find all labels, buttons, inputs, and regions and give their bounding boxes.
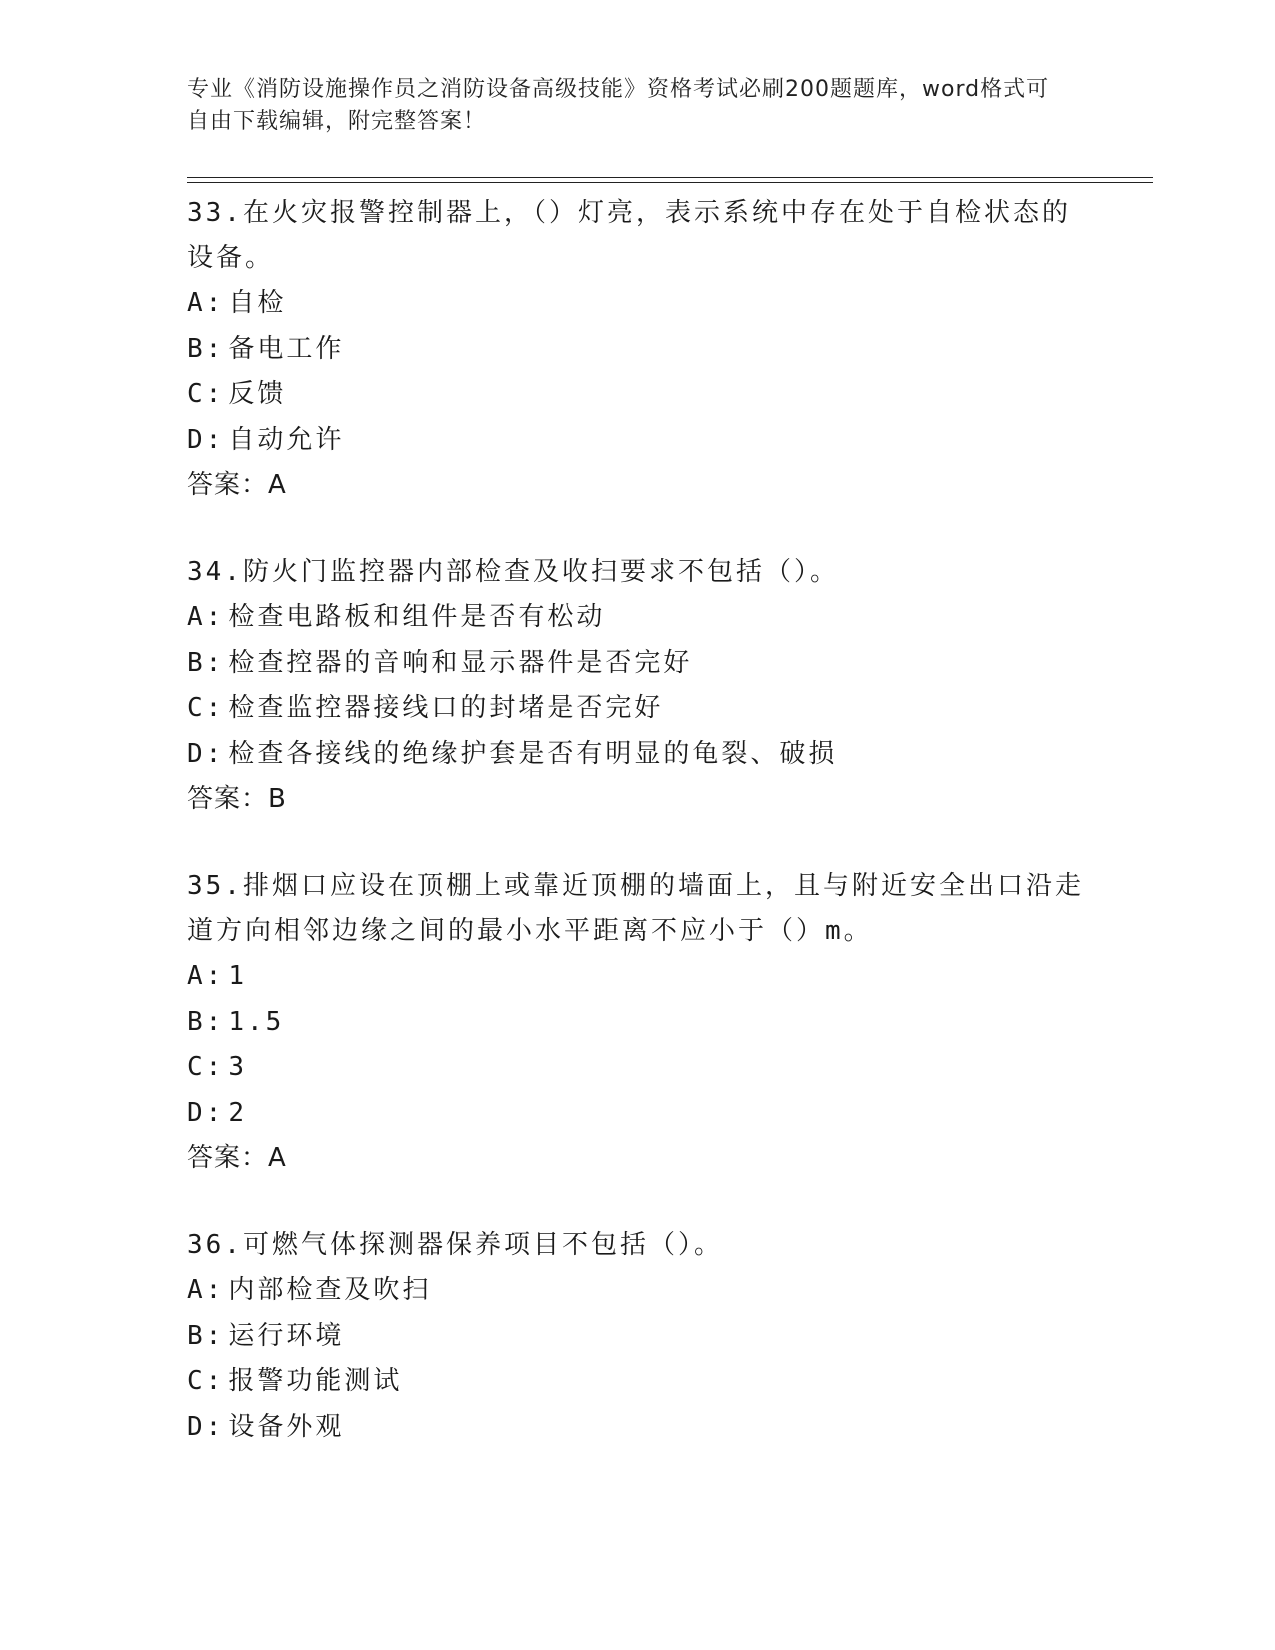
option-text: 反馈 bbox=[228, 379, 287, 409]
option-letter: B: bbox=[187, 647, 225, 678]
option-text: 备电工作 bbox=[228, 333, 345, 364]
option-letter: B: bbox=[187, 333, 225, 364]
answer-line bbox=[187, 463, 1087, 508]
option-d bbox=[187, 1405, 1087, 1451]
option-text: 自检 bbox=[228, 288, 287, 318]
option-letter: C: bbox=[187, 1052, 225, 1082]
option-a bbox=[187, 954, 1087, 1000]
option-a bbox=[187, 1268, 1087, 1314]
option-b bbox=[187, 327, 1087, 373]
option-text: 设备外观 bbox=[228, 1411, 345, 1442]
option-c bbox=[187, 372, 1087, 418]
question-36 bbox=[187, 1223, 1087, 1450]
option-b bbox=[187, 641, 1087, 687]
option-letter: A: bbox=[187, 961, 225, 991]
question-35 bbox=[187, 864, 1087, 1181]
option-text: 运行环境 bbox=[228, 1320, 345, 1351]
question-list bbox=[187, 191, 1087, 1492]
option-letter: B: bbox=[187, 1006, 225, 1037]
question-text: 35.排烟口应设在顶棚上或靠近顶棚的墙面上，且与附近安全出口沿走道方向相邻边缘之间的最小水平距离不应小于（）m。 bbox=[187, 871, 1084, 946]
option-letter: C: bbox=[187, 1366, 225, 1396]
option-d bbox=[187, 418, 1087, 464]
question-text: 34.防火门监控器内部检查及收扫要求不包括（）。 bbox=[187, 557, 839, 587]
option-text: 1 bbox=[228, 961, 247, 991]
option-text: 内部检查及吹扫 bbox=[228, 1275, 432, 1305]
option-letter: A: bbox=[187, 288, 225, 318]
option-text: 检查监控器接线口的封堵是否完好 bbox=[228, 693, 664, 723]
answer-label: 答案： bbox=[187, 784, 269, 814]
option-text: 报警功能测试 bbox=[228, 1366, 403, 1396]
option-letter: D: bbox=[187, 1411, 225, 1442]
option-letter: A: bbox=[187, 602, 225, 632]
option-text: 3 bbox=[228, 1052, 247, 1082]
question-33 bbox=[187, 191, 1087, 508]
option-letter: D: bbox=[187, 424, 225, 455]
option-c bbox=[187, 1359, 1087, 1405]
question-text: 36.可燃气体探测器保养项目不包括（）。 bbox=[187, 1230, 723, 1260]
option-text: 自动允许 bbox=[228, 424, 345, 455]
option-text: 1.5 bbox=[228, 1006, 285, 1037]
answer-value: A bbox=[268, 1143, 287, 1173]
option-letter: C: bbox=[187, 379, 225, 409]
question-text: 33.在火灾报警控制器上，（）灯亮，表示系统中存在处于自检状态的设备。 bbox=[187, 198, 1071, 273]
answer-line bbox=[187, 1136, 1087, 1181]
option-text: 检查控器的音响和显示器件是否完好 bbox=[228, 647, 693, 678]
option-a bbox=[187, 595, 1087, 641]
option-b bbox=[187, 1314, 1087, 1360]
option-text: 检查电路板和组件是否有松动 bbox=[228, 602, 606, 632]
option-letter: B: bbox=[187, 1320, 225, 1351]
header-rule-bottom bbox=[187, 182, 1153, 183]
question-34 bbox=[187, 550, 1087, 822]
document-header: 专业《消防设施操作员之消防设备高级技能》资格考试必刷200题题库，word格式可自由下载编辑，附完整答案！ bbox=[187, 77, 1050, 134]
option-letter: D: bbox=[187, 1097, 225, 1128]
option-d bbox=[187, 1091, 1087, 1137]
option-text: 检查各接线的绝缘护套是否有明显的龟裂、破损 bbox=[228, 738, 838, 769]
answer-value: A bbox=[268, 470, 287, 500]
answer-line bbox=[187, 777, 1087, 822]
option-c bbox=[187, 1045, 1087, 1091]
option-text: 2 bbox=[228, 1097, 247, 1128]
option-d bbox=[187, 732, 1087, 778]
option-a bbox=[187, 281, 1087, 327]
header-rule-top bbox=[187, 177, 1153, 178]
answer-label: 答案： bbox=[187, 1143, 269, 1173]
answer-value: B bbox=[268, 784, 287, 814]
option-letter: D: bbox=[187, 738, 225, 769]
option-letter: C: bbox=[187, 693, 225, 723]
answer-label: 答案： bbox=[187, 470, 269, 500]
option-b bbox=[187, 1000, 1087, 1046]
option-c bbox=[187, 686, 1087, 732]
option-letter: A: bbox=[187, 1275, 225, 1305]
